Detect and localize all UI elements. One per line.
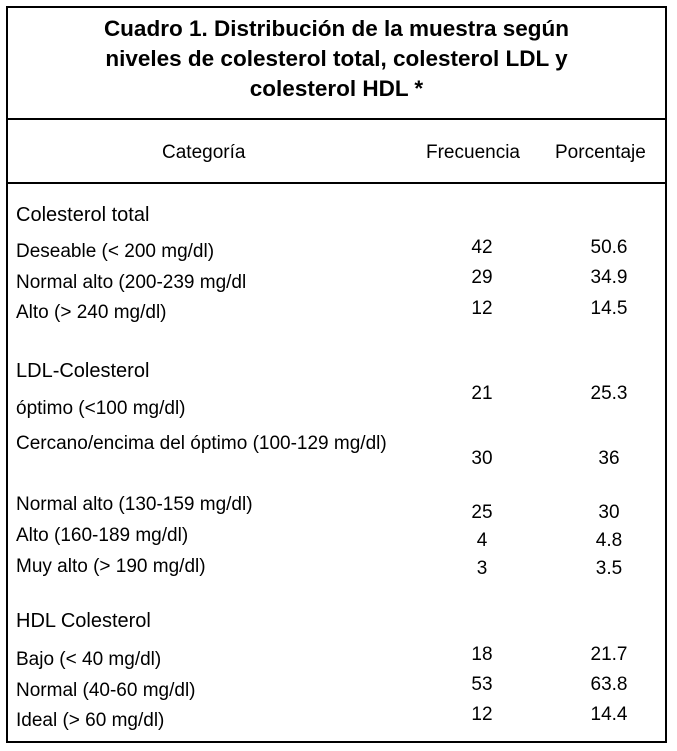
row-frequency: 25 (471, 502, 493, 523)
section-title-total: Colesterol total (16, 204, 150, 226)
row-label: Muy alto (> 190 mg/dl) (16, 556, 206, 577)
table-header (8, 120, 665, 184)
row-label: Alto (> 240 mg/dl) (16, 302, 167, 323)
table-frame (6, 6, 667, 743)
row-label: Normal alto (130-159 mg/dl) (16, 494, 253, 515)
row-frequency: 3 (476, 558, 488, 579)
row-frequency: 18 (471, 644, 493, 665)
title-line: colesterol HDL * (249, 76, 424, 101)
section-title-ldl: LDL-Colesterol (16, 360, 150, 382)
header-percentage: Porcentaje (555, 142, 646, 163)
row-label: Ideal (> 60 mg/dl) (16, 710, 165, 731)
row-label: Alto (160-189 mg/dl) (16, 525, 189, 546)
row-percentage: 30 (598, 502, 620, 523)
row-percentage: 36 (598, 448, 620, 469)
row-frequency: 12 (471, 704, 493, 725)
row-label: Deseable (< 200 mg/dl) (16, 241, 215, 262)
section-title-hdl: HDL Colesterol (16, 610, 151, 632)
title-line: niveles de colesterol total, colesterol LDL y (105, 46, 568, 71)
row-percentage: 34.9 (590, 267, 628, 288)
header-frequency: Frecuencia (426, 142, 520, 163)
row-percentage: 3.5 (595, 558, 623, 579)
row-frequency: 12 (471, 298, 493, 319)
row-label: Cercano/encima del óptimo (100-129 mg/dl) (16, 433, 387, 454)
header-category: Categoría (162, 142, 246, 163)
row-percentage: 4.8 (595, 530, 623, 551)
row-frequency: 42 (471, 237, 493, 258)
title-line: Cuadro 1. Distribución de la muestra según (103, 16, 570, 41)
table-title (8, 8, 665, 120)
row-label: Normal (40-60 mg/dl) (16, 680, 196, 701)
row-percentage: 25.3 (590, 383, 628, 404)
row-frequency: 30 (471, 448, 493, 469)
row-label: Normal alto (200-239 mg/dl (16, 272, 247, 293)
row-percentage: 21.7 (590, 644, 628, 665)
row-label: Bajo (< 40 mg/dl) (16, 649, 162, 670)
row-percentage: 63.8 (590, 674, 628, 695)
row-frequency: 29 (471, 267, 493, 288)
row-frequency: 21 (471, 383, 493, 404)
row-percentage: 14.4 (590, 704, 628, 725)
row-frequency: 53 (471, 674, 493, 695)
row-percentage: 14.5 (590, 298, 628, 319)
row-frequency: 4 (476, 530, 488, 551)
row-percentage: 50.6 (590, 237, 628, 258)
row-label: óptimo (<100 mg/dl) (16, 398, 186, 419)
